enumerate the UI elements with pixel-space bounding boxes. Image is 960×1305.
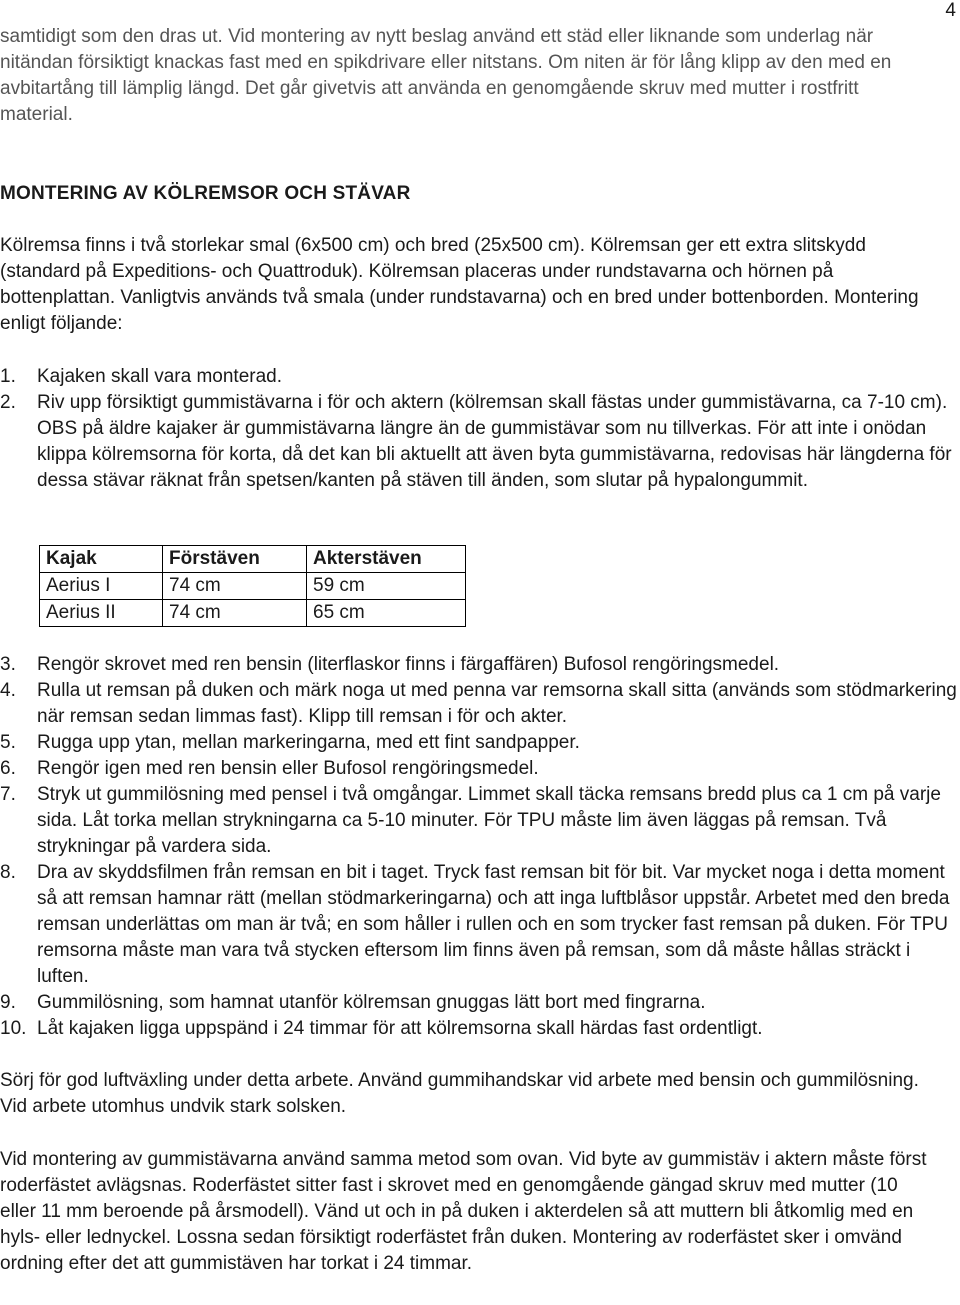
stav-length-table	[39, 545, 466, 627]
step-text: Rengör igen med ren bensin eller Bufosol rengöringsmedel.	[37, 758, 539, 779]
list-item	[0, 730, 958, 756]
list-item	[0, 678, 958, 730]
table-header: Förstäven	[163, 546, 307, 573]
table-header: Akterstäven	[307, 546, 466, 573]
paragraph-ventilation: Sörj för god luftväxling under detta arbete. Använd gummihandskar vid arbete med bensin och gummilösning. Vid arbete utomhus undvik stark solsken.	[0, 1070, 919, 1117]
step-text: Gummilösning, som hamnat utanför kölremsan gnuggas lätt bort med fingrarna.	[37, 992, 706, 1013]
step-text: Kajaken skall vara monterad.	[37, 366, 283, 387]
step-text: Riv upp försiktigt gummistävarna i för och aktern (kölremsan skall fästas under gummistävarna, ca 7-10 cm). OBS på äldre kajaker är gummistävarna längre än de gummistävar som nu tillverkas. För att inte i onödan klippa kölremsorna för korta, då det kan bli aktuellt att även byta gummistävarna, redovisas här längderna för dessa stävar räknat från spetsen/kanten på stäven till änden, som slutar på hypalongummit.	[37, 392, 952, 491]
table-cell: Aerius II	[40, 600, 163, 627]
table-row	[40, 573, 466, 600]
table-header: Kajak	[40, 546, 163, 573]
table-cell: 74 cm	[163, 573, 307, 600]
list-item	[0, 1016, 958, 1042]
section-heading: MONTERING AV KÖLREMSOR OCH STÄVAR	[0, 183, 411, 204]
steps-list-b	[0, 652, 958, 1042]
table-header-row	[40, 546, 466, 573]
list-item	[0, 652, 958, 678]
step-number: 4.	[0, 680, 16, 701]
page-number: 4	[945, 0, 956, 21]
step-text: Låt kajaken ligga uppspänd i 24 timmar för att kölremsorna skall härdas fast ordentligt.	[37, 1018, 763, 1039]
step-number: 3.	[0, 654, 16, 675]
step-text: Rulla ut remsan på duken och märk noga ut med penna var remsorna skall sitta (används som stödmarkering när remsan sedan limmas fast). Klipp till remsan i för och akter.	[37, 680, 957, 727]
step-number: 5.	[0, 732, 16, 753]
table-cell: 74 cm	[163, 600, 307, 627]
list-item	[0, 390, 958, 494]
table-cell: 59 cm	[307, 573, 466, 600]
table-cell: 65 cm	[307, 600, 466, 627]
step-number: 1.	[0, 366, 16, 387]
list-item	[0, 364, 958, 390]
table-cell: Aerius I	[40, 573, 163, 600]
intro-paragraph: samtidigt som den dras ut. Vid montering av nytt beslag använd ett städ eller liknande som underlag när nitändan försiktigt knackas fast med en spikdrivare eller nitstans. Om niten är för lång klipp av den med en avbitartång till lämplig längd. Det går givetvis att använda en genomgående skruv med mutter i rostfritt material.	[0, 26, 892, 125]
list-item	[0, 756, 958, 782]
steps-list-a	[0, 364, 958, 494]
step-number: 8.	[0, 862, 16, 883]
step-text: Dra av skyddsfilmen från remsan en bit i taget. Tryck fast remsan bit för bit. Var mycket noga i detta moment så att remsan hamnar rätt (mellan stödmarkeringarna) och att inga luftblåsor uppstår. Arbetet med den breda remsan underlättas om man är två; en som håller i rullen och en som trycker fast remsan på duken. För TPU remsorna måste man vara två stycken eftersom lim finns även på remsan, som då måste hållas sträckt i luften.	[37, 862, 950, 987]
step-text: Rengör skrovet med ren bensin (literflaskor finns i färgaffären) Bufosol rengöringsmedel.	[37, 654, 780, 675]
step-number: 9.	[0, 992, 16, 1013]
step-number: 2.	[0, 392, 16, 413]
list-item	[0, 782, 958, 860]
table-row	[40, 600, 466, 627]
paragraph-kolremsa: Kölremsa finns i två storlekar smal (6x500 cm) och bred (25x500 cm). Kölremsan ger ett extra slitskydd (standard på Expeditions- och Quattroduk). Kölremsan placeras under rundstavarna och hörnen på bottenplattan. Vanligtvis används två smala (under rundstavarna) och en bred under bottenborden. Montering enligt följande:	[0, 235, 919, 334]
step-text: Stryk ut gummilösning med pensel i två omgångar. Limmet skall täcka remsans bredd plus ca 1 cm på varje sida. Låt torka mellan strykningarna ca 5-10 minuter. För TPU måste lim även läggas på remsan. Två strykningar på vardera sida.	[37, 784, 941, 857]
list-item	[0, 860, 958, 990]
list-item	[0, 990, 958, 1016]
step-text: Rugga upp ytan, mellan markeringarna, med ett fint sandpapper.	[37, 732, 580, 753]
step-number: 10.	[0, 1018, 27, 1039]
step-number: 7.	[0, 784, 16, 805]
paragraph-gummistavar: Vid montering av gummistävarna använd samma metod som ovan. Vid byte av gummistäv i aktern måste först roderfästet avlägsnas. Roderfästet sitter fast i skrovet med en genomgående gängad skruv med mutter (10 eller 11 mm beroende på årsmodell). Vänd ut och in på duken i akterdelen så att muttern bli åtkomlig med en hyls- eller lednyckel. Lossna sedan försiktigt roderfästet från duken. Montering av roderfästet sker i omvänd ordning efter det att gummistäven har torkat i 24 timmar.	[0, 1149, 927, 1274]
step-number: 6.	[0, 758, 16, 779]
